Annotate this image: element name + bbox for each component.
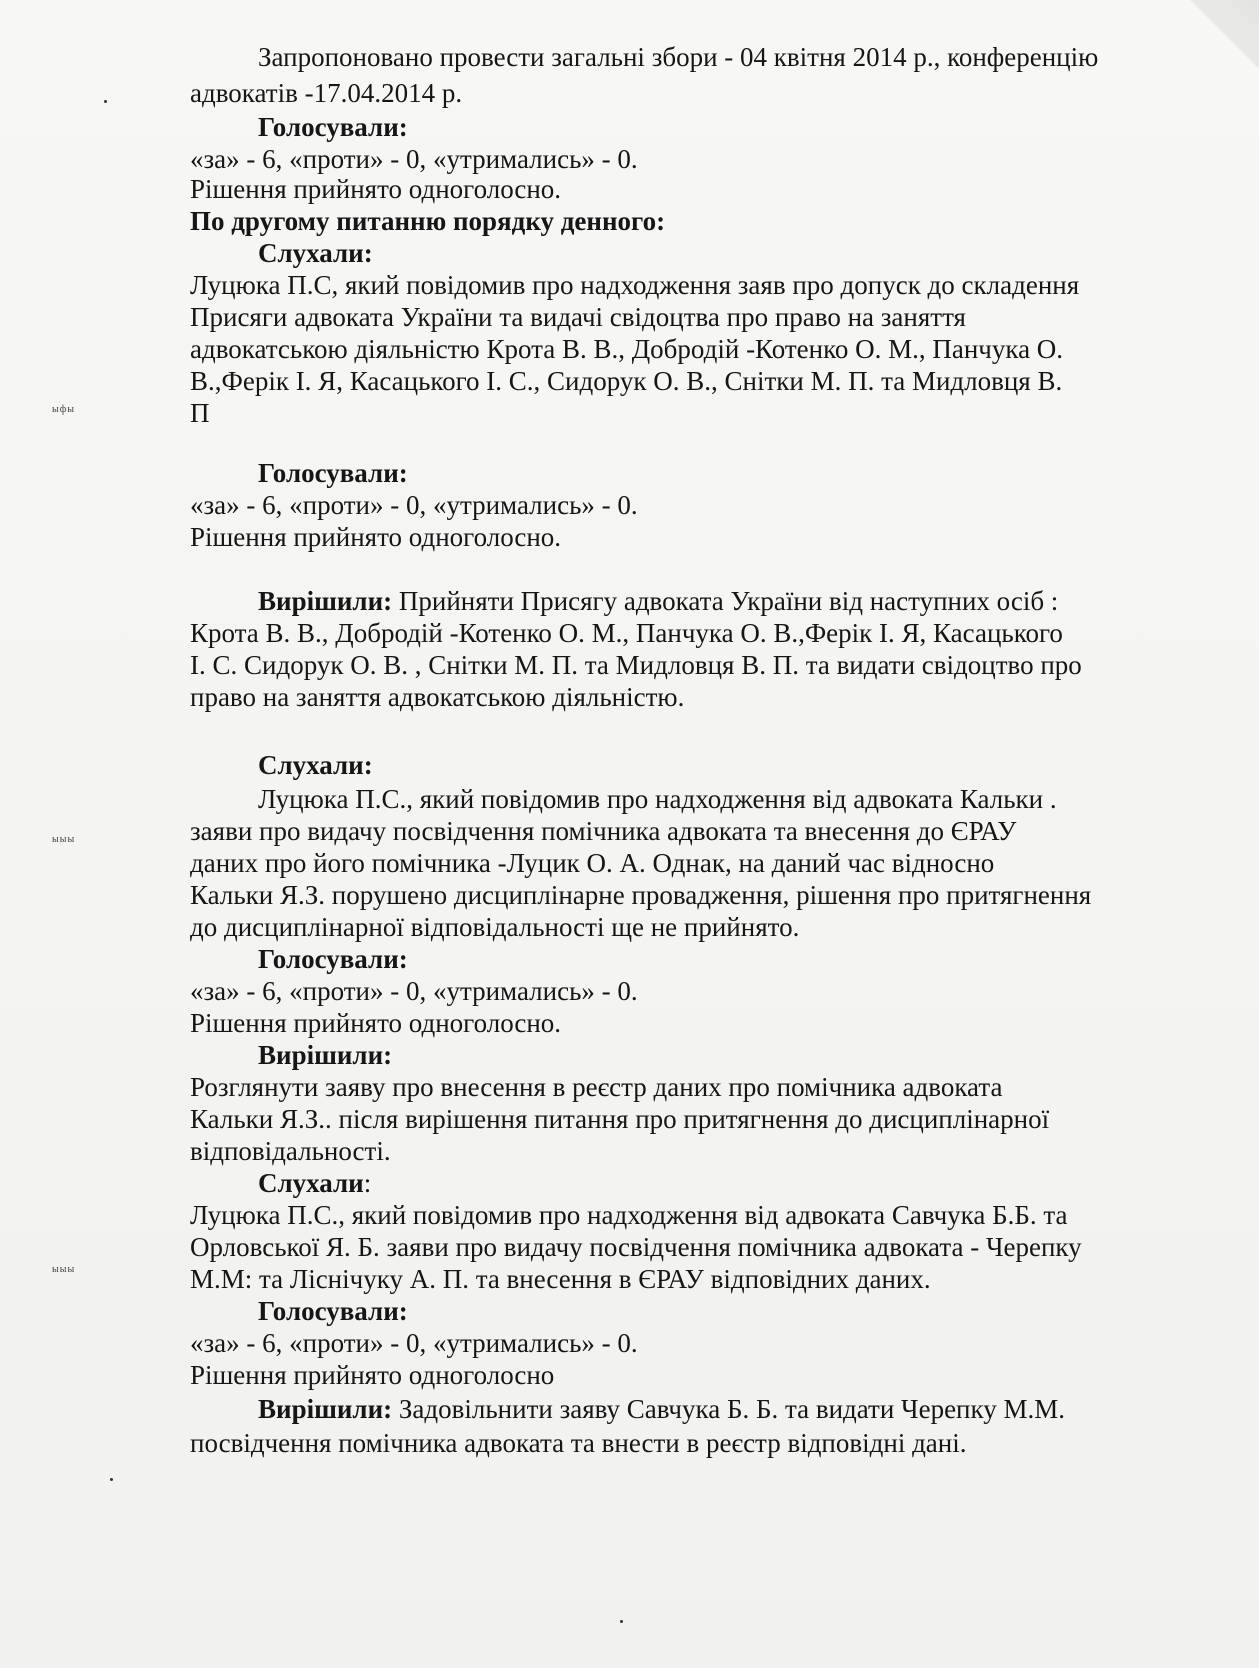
decision-line: Рішення прийнято одноголосно [190,1360,555,1390]
text-line: Луцюка П.С, який повідомив про надходження заяв про допуск до складення [190,270,1080,300]
speck [104,100,107,103]
decision-line: Рішення прийнято одноголосно. [190,174,562,204]
resolution-line: Вирішили: Задовільнити заяву Савчука Б. Б. та видати Черепку М.М. [258,1394,1066,1424]
text-line: до дисциплінарної відповідальності ще не прийнято. [190,912,800,942]
text-line: І. С. Сидорук О. В. , Снітки М. П. та Мидловця В. П. та видати свідоцтво про [190,650,1082,680]
text-line: відповідальності. [190,1136,391,1166]
vote-result: «за» - 6, «проти» - 0, «утримались» - 0. [190,976,638,1006]
text-line: В.,Ферік І. Я, Касацького І. С., Сидорук О. В., Снітки М. П. та Мидловця В. [190,366,1063,396]
heading-voted: Голосували: [258,112,408,142]
folded-corner [1179,0,1259,90]
heading-voted: Голосували: [258,1296,408,1326]
decision-line: Рішення прийнято одноголосно. [190,1008,562,1038]
heading-resolved: Вирішили: [258,1040,393,1070]
heading-voted: Голосували: [258,944,408,974]
text-line: право на заняття адвокатською діяльністю. [190,682,685,712]
text-line: Кальки Я.З.. після вирішення питання про притягнення до дисциплінарної [190,1104,1050,1134]
heading-heard: Слухали: [258,750,373,780]
speck [620,1620,623,1623]
vote-result: «за» - 6, «проти» - 0, «утримались» - 0. [190,490,638,520]
margin-mark: ыыы [52,1264,76,1275]
text-line: Кальки Я.З. порушено дисциплінарне провадження, рішення про притягнення [190,880,1092,910]
text-line: заяви про видачу посвідчення помічника адвоката та внесення до ЄРАУ [190,816,1017,846]
section-heading: По другому питанню порядку денного: [190,206,666,236]
heading-voted: Голосували: [258,458,408,488]
heading-heard: Слухали: [258,1168,372,1198]
text-line: П [190,398,210,428]
decision-line: Рішення прийнято одноголосно. [190,522,562,552]
text-line: Орловської Я. Б. заяви про видачу посвідчення помічника адвоката - Черепку [190,1232,1082,1262]
heading-heard: Слухали: [258,238,373,268]
text-line: Розглянути заяву про внесення в реєстр даних про помічника адвоката [190,1072,1003,1102]
text-line: даних про його помічника -Луцик О. А. Однак, на даний час відносно [190,848,995,878]
text-line: Присяги адвоката України та видачі свідоцтва про право на заняття [190,302,966,332]
text-line: Луцюка П.С., який повідомив про надходження від адвоката Савчука Б.Б. та [190,1200,1068,1230]
vote-result: «за» - 6, «проти» - 0, «утримались» - 0. [190,144,638,174]
margin-mark: ыфы [52,404,75,415]
text-line: посвідчення помічника адвоката та внести в реєстр відповідні дані. [190,1428,967,1458]
speck [110,1478,113,1481]
text-line: Крота В. В., Добродій -Котенко О. М., Панчука О. В.,Ферік І. Я, Касацького [190,618,1063,648]
text-line: адвокатів -17.04.2014 р. [190,78,463,108]
text-line: адвокатською діяльністю Крота В. В., Добродій -Котенко О. М., Панчука О. [190,334,1064,364]
resolution-line: Вирішили: Прийняти Присягу адвоката України від наступних осіб : [258,586,1059,616]
text-line: М.М: та Ліснічуку А. П. та внесення в ЄРАУ відповідних даних. [190,1264,931,1294]
margin-mark: ыыы [52,834,76,845]
vote-result: «за» - 6, «проти» - 0, «утримались» - 0. [190,1328,638,1358]
text-line: Луцюка П.С., який повідомив про надходження від адвоката Кальки . [258,784,1057,814]
text-line: Запропоновано провести загальні збори - 04 квітня 2014 р., конференцію [258,42,1099,72]
